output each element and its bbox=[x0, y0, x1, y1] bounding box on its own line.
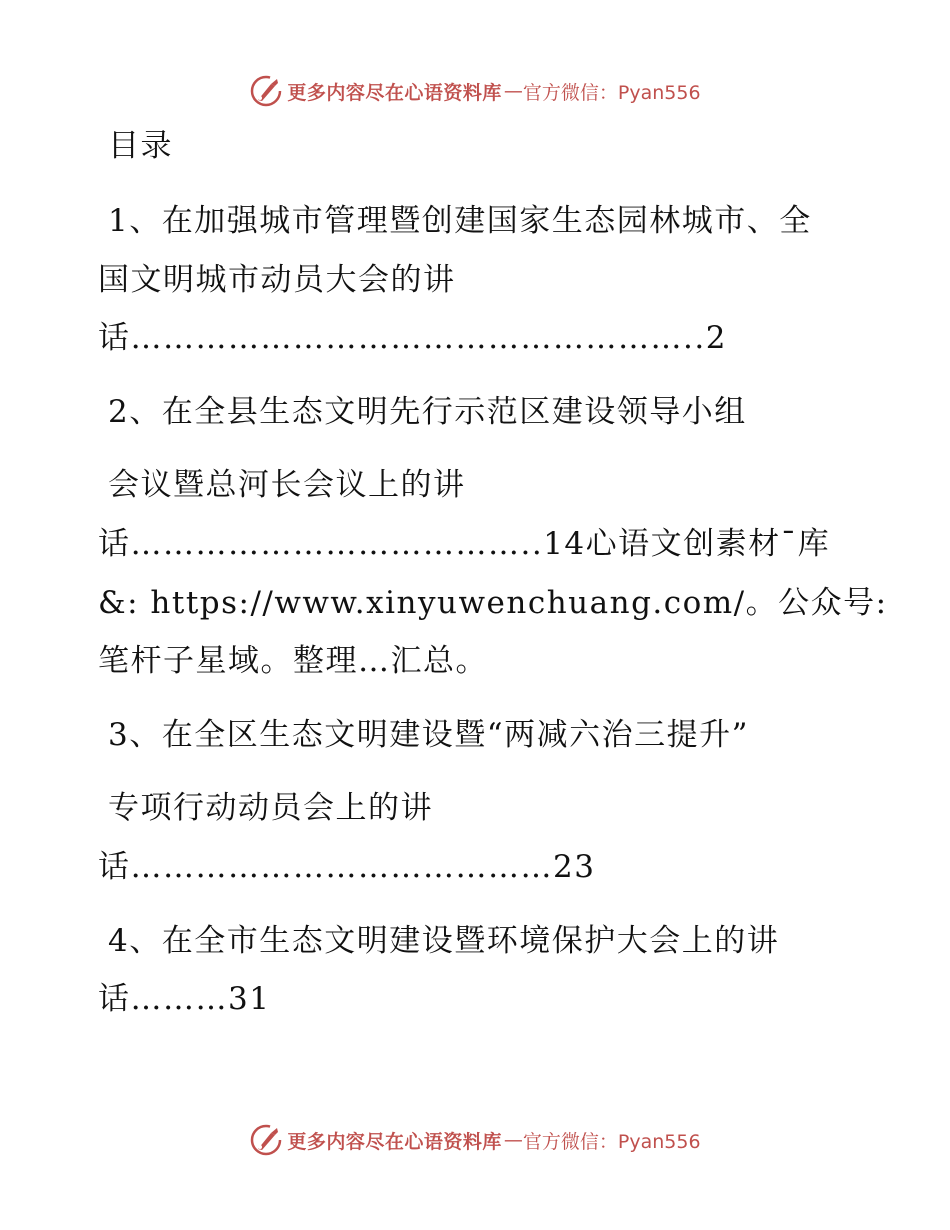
toc-entry-1-line-3: 话……………………………………………..2 bbox=[98, 320, 727, 356]
toc-entry-2-line-2: 会议暨总河长会议上的讲 bbox=[108, 467, 466, 503]
toc-entry-2-line-5: 笔杆子星域。整理…汇总。 bbox=[98, 643, 488, 679]
toc-entry-3-line-3: 话…………………………………23 bbox=[98, 849, 596, 885]
quill-pen-logo-icon bbox=[249, 1123, 283, 1157]
quill-pen-logo-icon bbox=[249, 74, 283, 108]
toc-entry-2-line-4: &: https://www.xinyuwenchuang.com/。公众号: bbox=[98, 585, 888, 621]
toc-entry-2-line-3: 话………………………………..14心语文创素材¯库 bbox=[98, 526, 831, 562]
toc-entry-4-line-2: 话………31 bbox=[98, 981, 271, 1017]
banner-text: 更多内容尽在心语资料库 bbox=[287, 81, 502, 104]
toc-entry-2-line-1: 2、在全县生态文明先行示范区建设领导小组 bbox=[108, 394, 747, 430]
banner-wechat: 官方微信：Pyan556 bbox=[522, 81, 701, 104]
toc-title: 目录 bbox=[108, 128, 173, 164]
toc-entry-1-line-2: 国文明城市动员大会的讲 bbox=[98, 262, 456, 298]
toc-entry-4-line-1: 4、在全市生态文明建设暨环境保护大会上的讲 bbox=[108, 923, 780, 959]
banner-text: 更多内容尽在心语资料库 bbox=[287, 1130, 502, 1153]
banner-separator: — bbox=[503, 1129, 523, 1151]
footer-banner bbox=[0, 1120, 950, 1160]
toc-entry-3-line-1: 3、在全区生态文明建设暨“两减六治三提升” bbox=[108, 717, 749, 753]
banner-wechat: 官方微信：Pyan556 bbox=[522, 1130, 701, 1153]
toc-entry-1-line-1: 1、在加强城市管理暨创建国家生态园林城市、全 bbox=[108, 203, 812, 239]
toc-entry-3-line-2: 专项行动动员会上的讲 bbox=[108, 790, 433, 826]
banner-separator: — bbox=[503, 80, 523, 102]
header-banner bbox=[0, 71, 950, 111]
